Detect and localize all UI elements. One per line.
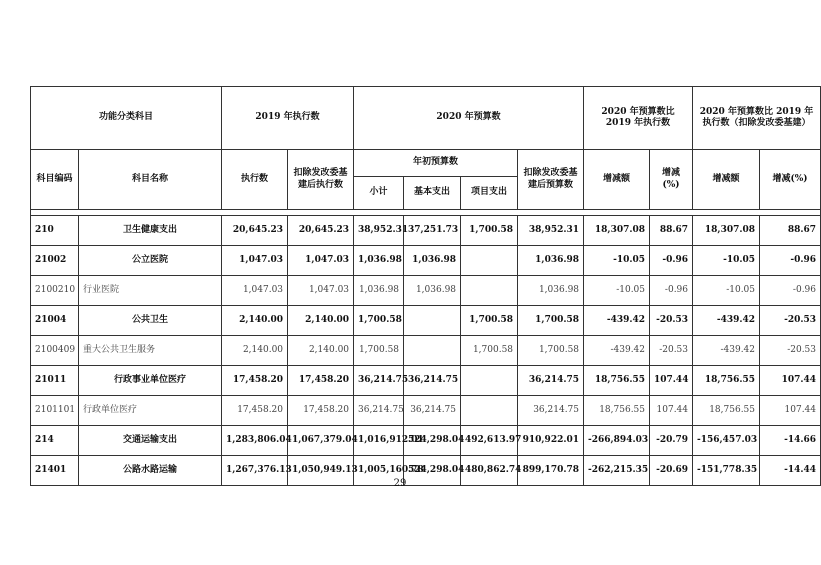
row-subtotal: 1,036.98 — [354, 246, 404, 276]
header-initial-budget: 年初预算数 — [354, 150, 518, 177]
page-number: 29 — [393, 478, 407, 489]
header-exec: 执行数 — [222, 150, 288, 210]
row-pct: -20.53 — [650, 336, 693, 366]
row-exec: 1,267,376.13 — [222, 456, 288, 486]
row-basic — [404, 336, 461, 366]
row-budget-adj: 910,922.01 — [518, 426, 584, 456]
row-inc: 18,756.55 — [584, 396, 650, 426]
row-pct-2: -20.53 — [760, 306, 821, 336]
row-exec-adj: 1,047.03 — [288, 246, 354, 276]
row-basic: 1,036.98 — [404, 246, 461, 276]
header-inc-pct-2: 增减(%) — [760, 150, 821, 210]
row-code: 2100409 — [31, 336, 79, 366]
row-exec-adj: 1,047.03 — [288, 276, 354, 306]
table-row — [31, 336, 821, 366]
row-inc-2: 18,756.55 — [693, 366, 760, 396]
row-budget-adj: 36,214.75 — [518, 366, 584, 396]
row-inc: -266,894.03 — [584, 426, 650, 456]
row-exec-adj: 17,458.20 — [288, 366, 354, 396]
row-basic: 36,214.75 — [404, 396, 461, 426]
row-name: 重大公共卫生服务 — [79, 336, 222, 366]
row-inc: -262,215.35 — [584, 456, 650, 486]
table-header — [31, 87, 821, 216]
header-compare-2019-adj: 2020 年预算数比 2019 年执行数（扣除发改委基建） — [693, 87, 821, 150]
header-compare-2019: 2020 年预算数比 2019 年执行数 — [584, 87, 693, 150]
row-subtotal: 36,214.75 — [354, 396, 404, 426]
table-row — [31, 426, 821, 456]
row-pct-2: -0.96 — [760, 246, 821, 276]
row-basic: 36,214.75 — [404, 366, 461, 396]
header-budget-adj: 扣除发改委基建后预算数 — [518, 150, 584, 210]
row-code: 2101101 — [31, 396, 79, 426]
row-name: 行政单位医疗 — [79, 396, 222, 426]
row-pct-2: -20.53 — [760, 336, 821, 366]
row-name: 交通运输支出 — [79, 426, 222, 456]
row-inc: 18,756.55 — [584, 366, 650, 396]
row-exec: 1,047.03 — [222, 246, 288, 276]
row-pct: -0.96 — [650, 276, 693, 306]
row-exec: 2,140.00 — [222, 306, 288, 336]
row-budget-adj: 1,036.98 — [518, 276, 584, 306]
row-exec: 2,140.00 — [222, 336, 288, 366]
row-code: 21011 — [31, 366, 79, 396]
row-pct: -20.69 — [650, 456, 693, 486]
row-pct: -20.53 — [650, 306, 693, 336]
row-inc: -10.05 — [584, 246, 650, 276]
row-inc-2: -151,778.35 — [693, 456, 760, 486]
row-code: 214 — [31, 426, 79, 456]
row-code: 21004 — [31, 306, 79, 336]
row-project — [461, 396, 518, 426]
row-pct-2: -14.66 — [760, 426, 821, 456]
row-pct-2: 107.44 — [760, 396, 821, 426]
row-subtotal: 1,700.58 — [354, 306, 404, 336]
header-inc-pct: 增减(%) — [650, 150, 693, 210]
row-project — [461, 246, 518, 276]
row-pct-2: 88.67 — [760, 216, 821, 246]
row-exec-adj: 20,645.23 — [288, 216, 354, 246]
row-code: 21401 — [31, 456, 79, 486]
row-subtotal: 1,700.58 — [354, 336, 404, 366]
row-pct-2: 107.44 — [760, 366, 821, 396]
row-basic: 524,298.04 — [404, 426, 461, 456]
header-code: 科目编码 — [31, 150, 79, 210]
row-budget-adj: 1,036.98 — [518, 246, 584, 276]
row-name: 行业医院 — [79, 276, 222, 306]
row-pct: 107.44 — [650, 396, 693, 426]
row-inc-2: -10.05 — [693, 276, 760, 306]
table-row — [31, 306, 821, 336]
row-subtotal: 1,005,160.78 — [354, 456, 404, 486]
budget-table — [30, 86, 821, 486]
row-project: 492,613.97 — [461, 426, 518, 456]
header-inc-amount-2: 增减额 — [693, 150, 760, 210]
row-project — [461, 276, 518, 306]
row-exec: 1,047.03 — [222, 276, 288, 306]
row-exec: 20,645.23 — [222, 216, 288, 246]
row-exec-adj: 2,140.00 — [288, 306, 354, 336]
row-inc: -439.42 — [584, 306, 650, 336]
row-code: 2100210 — [31, 276, 79, 306]
row-project: 1,700.58 — [461, 216, 518, 246]
row-name: 卫生健康支出 — [79, 216, 222, 246]
row-exec-adj: 17,458.20 — [288, 396, 354, 426]
row-exec: 17,458.20 — [222, 366, 288, 396]
row-inc-2: -439.42 — [693, 336, 760, 366]
row-pct: 107.44 — [650, 366, 693, 396]
row-pct-2: -0.96 — [760, 276, 821, 306]
row-exec: 17,458.20 — [222, 396, 288, 426]
row-code: 21002 — [31, 246, 79, 276]
row-subtotal: 1,016,912.01 — [354, 426, 404, 456]
header-budget-2020: 2020 年预算数 — [354, 87, 584, 150]
row-pct: -0.96 — [650, 246, 693, 276]
row-name: 公共卫生 — [79, 306, 222, 336]
row-exec-adj: 1,050,949.13 — [288, 456, 354, 486]
header-subtotal: 小计 — [354, 177, 404, 210]
table-row — [31, 396, 821, 426]
table-row — [31, 276, 821, 306]
row-project — [461, 366, 518, 396]
row-inc-2: -439.42 — [693, 306, 760, 336]
header-func-class: 功能分类科目 — [31, 87, 222, 150]
row-inc: -439.42 — [584, 336, 650, 366]
table-body — [31, 216, 821, 486]
row-inc-2: -10.05 — [693, 246, 760, 276]
row-exec-adj: 1,067,379.04 — [288, 426, 354, 456]
row-inc-2: -156,457.03 — [693, 426, 760, 456]
row-inc: -10.05 — [584, 276, 650, 306]
row-exec-adj: 2,140.00 — [288, 336, 354, 366]
table-row — [31, 366, 821, 396]
table-row — [31, 246, 821, 276]
row-project: 480,862.74 — [461, 456, 518, 486]
header-name: 科目名称 — [79, 150, 222, 210]
row-budget-adj: 38,952.31 — [518, 216, 584, 246]
header-basic: 基本支出 — [404, 177, 461, 210]
row-name: 行政事业单位医疗 — [79, 366, 222, 396]
row-budget-adj: 1,700.58 — [518, 306, 584, 336]
header-exec-2019: 2019 年执行数 — [222, 87, 354, 150]
row-budget-adj: 1,700.58 — [518, 336, 584, 366]
row-pct: 88.67 — [650, 216, 693, 246]
row-inc-2: 18,307.08 — [693, 216, 760, 246]
row-name: 公路水路运输 — [79, 456, 222, 486]
row-basic: 524,298.04 — [404, 456, 461, 486]
header-exec-adj: 扣除发改委基建后执行数 — [288, 150, 354, 210]
row-basic — [404, 306, 461, 336]
row-inc-2: 18,756.55 — [693, 396, 760, 426]
row-budget-adj: 36,214.75 — [518, 396, 584, 426]
row-subtotal: 36,214.75 — [354, 366, 404, 396]
header-inc-amount: 增减额 — [584, 150, 650, 210]
row-subtotal: 1,036.98 — [354, 276, 404, 306]
row-basic: 1,036.98 — [404, 276, 461, 306]
row-project: 1,700.58 — [461, 336, 518, 366]
row-name: 公立医院 — [79, 246, 222, 276]
row-basic: 37,251.73 — [404, 216, 461, 246]
header-project: 项目支出 — [461, 177, 518, 210]
table-row — [31, 216, 821, 246]
row-code: 210 — [31, 216, 79, 246]
row-project: 1,700.58 — [461, 306, 518, 336]
row-pct-2: -14.44 — [760, 456, 821, 486]
row-exec: 1,283,806.04 — [222, 426, 288, 456]
row-budget-adj: 899,170.78 — [518, 456, 584, 486]
row-inc: 18,307.08 — [584, 216, 650, 246]
row-subtotal: 38,952.31 — [354, 216, 404, 246]
row-pct: -20.79 — [650, 426, 693, 456]
